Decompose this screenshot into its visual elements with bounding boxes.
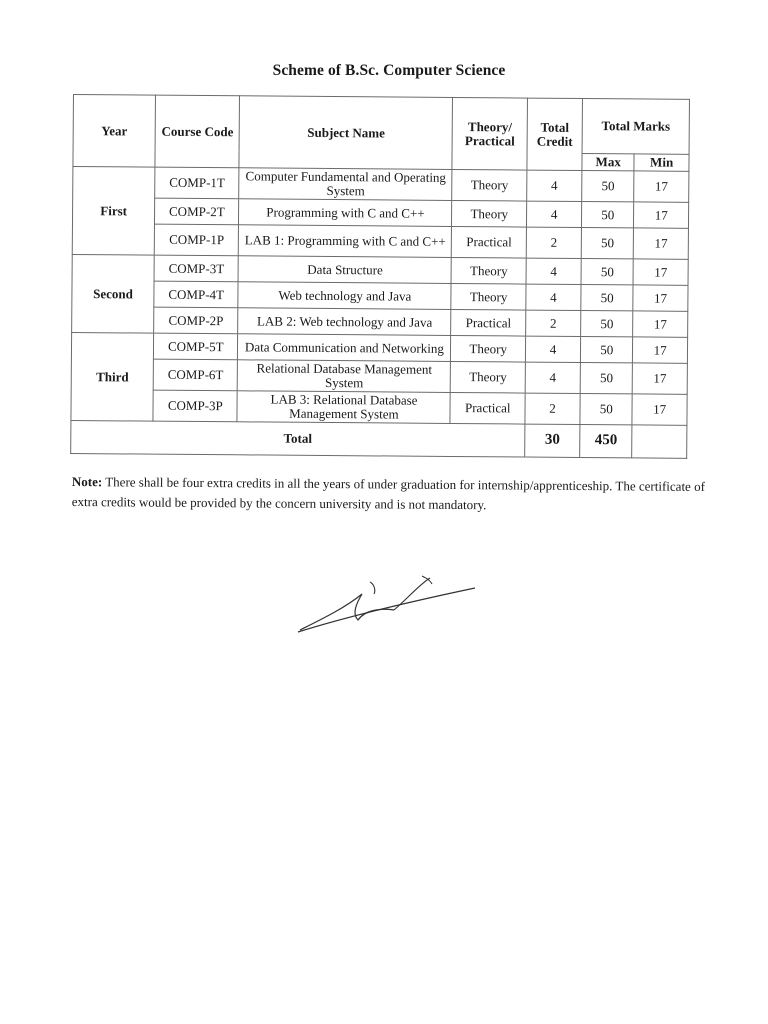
credit-cell: 4 [525, 362, 580, 393]
subject-cell: Web technology and Java [238, 282, 451, 310]
type-cell: Theory [451, 361, 526, 393]
credit-cell: 2 [526, 227, 581, 258]
max-cell: 50 [581, 258, 633, 284]
scheme-table [70, 94, 690, 459]
min-cell: 17 [634, 171, 689, 202]
credit-cell: 4 [526, 201, 581, 227]
table-row [71, 389, 687, 425]
type-cell: Theory [451, 335, 526, 362]
type-cell: Theory [452, 169, 527, 201]
total-max-marks: 450 [580, 424, 632, 457]
header-course-code: Course Code [155, 95, 240, 168]
table-row [72, 223, 688, 259]
min-cell: 17 [633, 311, 688, 337]
credit-cell: 2 [526, 310, 581, 336]
min-cell: 17 [634, 202, 689, 228]
type-cell: Practical [451, 309, 526, 336]
header-total-marks: Total Marks [582, 99, 689, 155]
max-cell: 50 [581, 284, 633, 310]
header-row [73, 95, 689, 155]
course-code-cell: COMP-2P [154, 307, 238, 334]
subject-cell: Data Communication and Networking [238, 334, 451, 362]
max-cell: 50 [581, 310, 633, 336]
subject-cell: LAB 3: Relational Database Management System [237, 391, 450, 424]
total-min-blank [632, 425, 687, 458]
max-cell: 50 [580, 362, 632, 393]
max-cell: 50 [582, 201, 634, 227]
type-cell: Practical [450, 392, 525, 424]
year-cell: Third [71, 332, 154, 421]
total-label: Total [71, 420, 525, 457]
max-cell: 50 [581, 227, 633, 258]
type-cell: Theory [451, 283, 526, 310]
course-code-cell: COMP-5T [154, 333, 238, 360]
course-code-cell: COMP-1T [155, 167, 239, 199]
header-year: Year [73, 95, 156, 168]
course-code-cell: COMP-6T [153, 359, 237, 391]
year-cell: First [72, 167, 155, 256]
type-cell: Practical [452, 226, 527, 258]
credit-cell: 4 [527, 170, 582, 201]
course-code-cell: COMP-3P [153, 390, 237, 422]
header-min: Min [634, 154, 689, 171]
course-code-cell: COMP-1P [154, 224, 238, 256]
header-max: Max [582, 154, 634, 171]
note-text: There shall be four extra credits in all the years of under graduation for internship/apprenticeship. The certificate of extra credits would be provided by the concern university and is not mandatory. [71, 474, 706, 513]
min-cell: 17 [633, 259, 688, 285]
note-paragraph [72, 472, 722, 517]
header-subject-name: Subject Name [239, 96, 453, 170]
max-cell: 50 [582, 171, 634, 202]
max-cell: 50 [581, 336, 633, 362]
type-cell: Theory [452, 257, 527, 284]
table-row [71, 358, 687, 394]
table-row [73, 167, 689, 203]
min-cell: 17 [634, 228, 689, 259]
subject-cell: Data Structure [238, 256, 451, 284]
subject-cell: Relational Database Management System [238, 360, 451, 393]
subject-cell: LAB 2: Web technology and Java [238, 308, 451, 336]
header-theory-practical: Theory/ Practical [452, 97, 527, 170]
total-credit: 30 [525, 424, 580, 457]
type-cell: Theory [452, 200, 527, 227]
credit-cell: 4 [526, 284, 581, 310]
subject-cell: Programming with C and C++ [239, 199, 452, 227]
course-code-cell: COMP-4T [154, 281, 238, 308]
max-cell: 50 [580, 393, 632, 424]
credit-cell: 4 [526, 258, 581, 284]
header-total-credit: Total Credit [527, 98, 583, 170]
credit-cell: 4 [525, 336, 580, 362]
total-row [71, 420, 687, 458]
signature-icon [290, 570, 490, 640]
subject-cell: Computer Fundamental and Operating System [239, 168, 452, 201]
min-cell: 17 [633, 337, 688, 363]
course-code-cell: COMP-2T [155, 198, 239, 225]
min-cell: 17 [633, 363, 688, 394]
course-code-cell: COMP-3T [154, 255, 238, 282]
credit-cell: 2 [525, 393, 580, 424]
year-cell: Second [72, 254, 155, 333]
min-cell: 17 [633, 285, 688, 311]
signature [290, 570, 490, 645]
min-cell: 17 [632, 394, 687, 425]
page-title: Scheme of B.Sc. Computer Science [272, 62, 506, 79]
subject-cell: LAB 1: Programming with C and C++ [239, 225, 452, 258]
note-label: Note: [71, 473, 103, 490]
